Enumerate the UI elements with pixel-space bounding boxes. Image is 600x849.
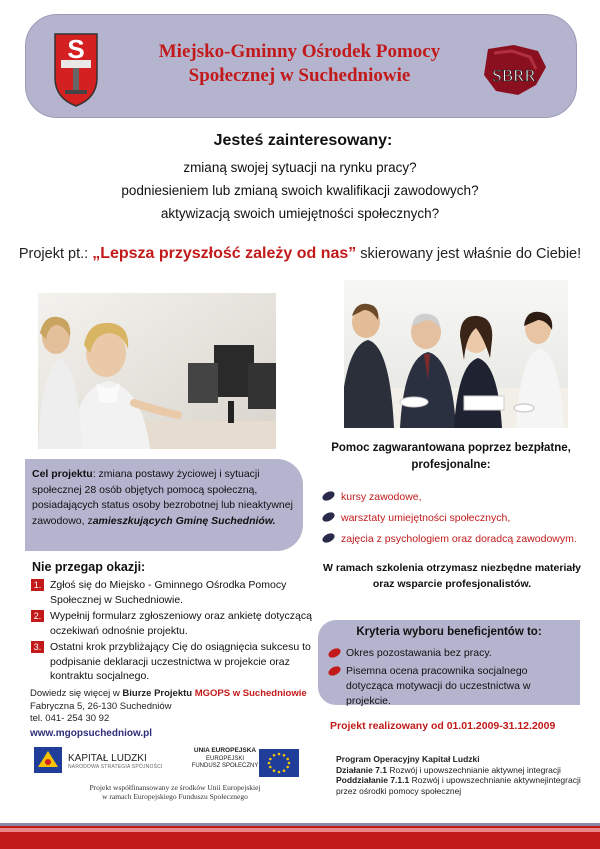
criteria-text: Pisemna ocena pracownika socjalnego dotycząca motywacji do uczestnictwa w projekcie. <box>346 665 531 707</box>
criteria-list <box>326 646 572 709</box>
help-item <box>322 490 592 511</box>
step-item <box>30 609 315 638</box>
contact-org: MGOPS w Suchedniowie <box>194 688 307 699</box>
organization-title <box>122 40 477 88</box>
coat-of-arms-icon <box>53 32 99 108</box>
help-list <box>322 490 592 553</box>
goal-emphasis: amieszkujących Gminę Suchedniów. <box>92 514 276 527</box>
photo-woman-at-computer <box>38 293 276 449</box>
step-number: 2. <box>31 610 44 622</box>
cofund-line2: w ramach Europejskiego Funduszu Społecznego <box>102 792 248 801</box>
bullet-icon <box>321 510 336 523</box>
submeasure-text: Rozwój i upowszechnianie aktywnejintegracji przez ośrodki pomocy społecznej <box>336 775 581 796</box>
step-text: Zgłoś się do Miejsko - Gminnego Ośrodka Pomocy Społecznej w Suchedniowie. <box>50 579 287 606</box>
project-duration: Projekt realizowany od 01.01.2009-31.12.2009 <box>330 720 556 732</box>
intro-question: aktywizacją swoich umiejętności społecznych? <box>160 206 440 221</box>
eu-line3: FUNDUSZ SPOŁECZNY <box>191 763 259 769</box>
project-title-line <box>0 245 600 263</box>
footer-stripe <box>0 823 600 826</box>
footer-bar <box>0 823 600 849</box>
help-item <box>322 511 592 532</box>
contact-intro-line <box>30 688 330 701</box>
header-banner <box>25 14 577 118</box>
svg-text:SBRR: SBRR <box>492 66 536 85</box>
measure-label: Działanie 7.1 <box>336 764 388 775</box>
help-item-text: kursy zawodowe, <box>341 491 422 503</box>
criteria-text: Okres pozostawania bez pracy. <box>346 647 492 659</box>
help-section <box>322 440 592 590</box>
training-note: W ramach szkolenia otrzymasz niezbędne materiały oraz wsparcie profesjonalistów. <box>323 562 581 590</box>
opportunity-heading: Nie przegap okazji: <box>32 560 146 574</box>
opportunity-section <box>30 560 315 686</box>
step-item <box>30 578 315 607</box>
intro-question: zmianą swojej sytuacji na rynku pracy? <box>183 160 417 175</box>
sbrr-logo <box>474 45 554 99</box>
submeasure-label: Poddziałanie 7.1.1 <box>336 775 410 785</box>
contact-address: Fabryczna 5, 26-130 Suchedniów <box>30 700 172 712</box>
kapital-ludzki-text <box>68 753 163 770</box>
intro-section <box>0 132 600 225</box>
cofunding-note <box>34 783 316 801</box>
bullet-icon <box>327 664 342 677</box>
criteria-item <box>326 646 572 661</box>
step-text: Wypełnij formularz zgłoszeniowy oraz ankietę dotyczącą oczekiwań odnośnie projektu. <box>50 610 312 637</box>
eu-flag-icon <box>259 749 299 777</box>
criteria-panel <box>318 620 580 705</box>
intro-question: podniesieniem lub zmianą swoich kwalifikacji zawodowych? <box>121 183 479 198</box>
program-info <box>336 754 586 796</box>
website-link[interactable]: www.mgopsuchedniow.pl <box>30 727 153 739</box>
intro-heading: Jesteś zainteresowany: <box>213 132 393 149</box>
bullet-icon <box>327 646 342 659</box>
kl-subtitle: NARODOWA STRATEGIA SPÓJNOŚCI <box>68 764 163 770</box>
help-item <box>322 532 592 553</box>
kl-title: KAPITAŁ LUDZKI <box>68 753 147 764</box>
funding-logos <box>34 743 316 807</box>
step-number: 1. <box>31 579 44 591</box>
title-line-2: Społecznej w Suchedniowie <box>188 65 411 86</box>
goal-text: : zmiana postawy życiowej i sytuacji społecznej 28 osób objętych pomocą społeczną, posiadających status osoby bezrobotnej lub nieaktywnej zawodowo, z <box>32 468 293 527</box>
step-text: Ostatni krok przybliżający Cię do osiągnięcia sukcesu to podpisanie deklaracji uczestnictwa w projekcie oraz kontraktu socjalnego. <box>50 641 311 682</box>
help-heading: Pomoc zagwarantowana poprzez bezpłatne, profesjonalne: <box>331 442 571 471</box>
criteria-item <box>326 664 572 709</box>
contact-section <box>30 688 330 740</box>
help-item-text: warsztaty umiejętności społecznych, <box>341 512 511 524</box>
contact-intro: Dowiedz się więcej w <box>30 688 123 699</box>
measure-text: Rozwój i upowszechnianie aktywnej integracji <box>387 764 561 775</box>
contact-phone: tel. 041- 254 30 92 <box>30 713 110 724</box>
contact-office: Biurze Projektu <box>122 688 193 699</box>
step-number: 3. <box>31 641 44 653</box>
kapital-ludzki-logo-icon <box>34 747 62 773</box>
bullet-icon <box>321 489 336 502</box>
bullet-icon <box>321 531 336 544</box>
project-name: „Lepsza przyszłość zależy od nas” <box>92 245 357 262</box>
eu-line2: EUROPEJSKI <box>205 755 244 762</box>
program-title: Program Operacyjny Kapitał Ludzki <box>336 754 480 764</box>
goal-label: Cel projektu <box>32 468 93 480</box>
cofund-line1: Projekt współfinansowany ze środków Unii Europejskiej <box>89 783 261 792</box>
help-item-text: zajęcia z psychologiem oraz doradcą zawodowym. <box>341 533 577 545</box>
footer-stripe <box>0 828 600 832</box>
eu-text <box>184 747 266 771</box>
eu-title: UNIA EUROPEJSKA <box>193 747 257 754</box>
step-item <box>30 640 315 684</box>
project-goal-panel <box>25 459 303 551</box>
project-prefix: Projekt pt.: <box>18 246 93 262</box>
criteria-heading: Kryteria wyboru beneficjentów to: <box>356 626 542 638</box>
photo-business-meeting <box>344 280 568 428</box>
steps-list <box>30 578 315 684</box>
title-line-1: Miejsko-Gminny Ośrodek Pomocy <box>158 41 441 62</box>
svg-text:S: S <box>67 34 85 64</box>
project-suffix: skierowany jest właśnie do Ciebie! <box>356 246 582 262</box>
